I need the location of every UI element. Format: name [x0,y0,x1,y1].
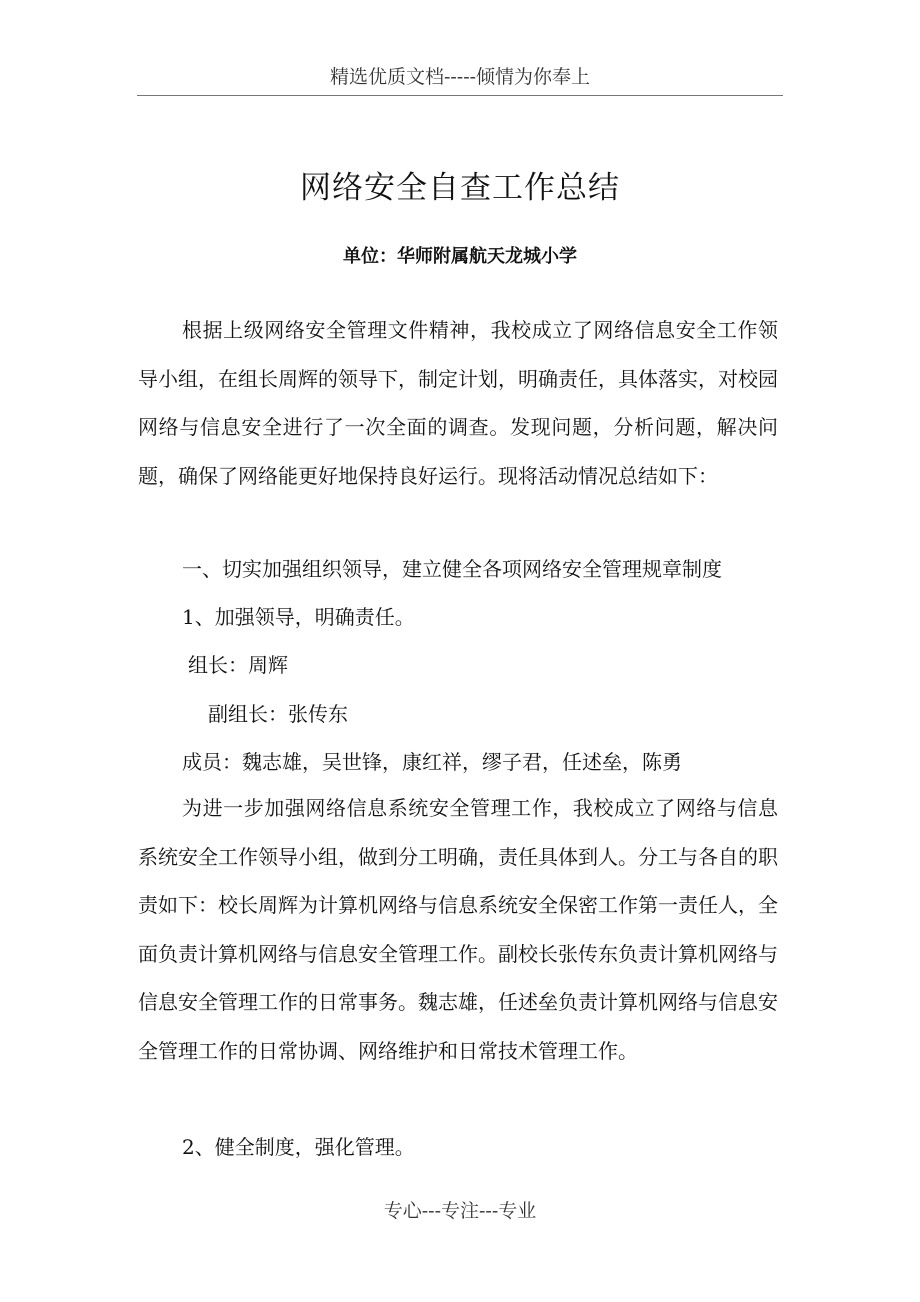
document-unit: 单位：华师附属航天龙城小学 [343,246,577,267]
intro-paragraph: 根据上级网络安全管理文件精神，我校成立了网络信息安全工作领导小组，在组长周辉的领导下，制定计划，明确责任，具体落实，对校园网络与信息安全进行了一次全面的调查。发现问题，分析问题，解决问题，确保了网络能更好地保持良好运行。现将活动情况总结如下： [138,318,778,488]
section-heading-1: 一、切实加强组织领导，建立健全各项网络安全管理规章制度 [182,557,722,581]
item-heading-2: 2、健全制度，强化管理。 [182,1135,415,1159]
members-line: 成员：魏志雄，吴世锋，康红祥，缪子君，任述垒，陈勇 [182,750,682,774]
page-header: 精选优质文档-----倾情为你奉上 [329,66,591,88]
leader-line: 组长：周辉 [188,653,288,677]
document-title: 网络安全自查工作总结 [300,170,620,206]
deputy-leader-line: 副组长：张传东 [208,702,348,726]
page-footer: 专心---专注---专业 [383,1200,537,1222]
item-heading-1: 1、加强领导，明确责任。 [182,605,415,629]
header-divider [137,95,783,96]
duties-paragraph: 为进一步加强网络信息系统安全管理工作，我校成立了网络与信息系统安全工作领导小组，做到分工明确，责任具体到人。分工与各自的职责如下：校长周辉为计算机网络与信息系统安全保密工作第一责任人，全面负责计算机网络与信息安全管理工作。副校长张传东负责计算机网络与信息安全管理工作的日常事务。魏志雄，任述垒负责计算机网络与信息安全管理工作的日常协调、网络维护和日常技术管理工作。 [138,796,778,1063]
